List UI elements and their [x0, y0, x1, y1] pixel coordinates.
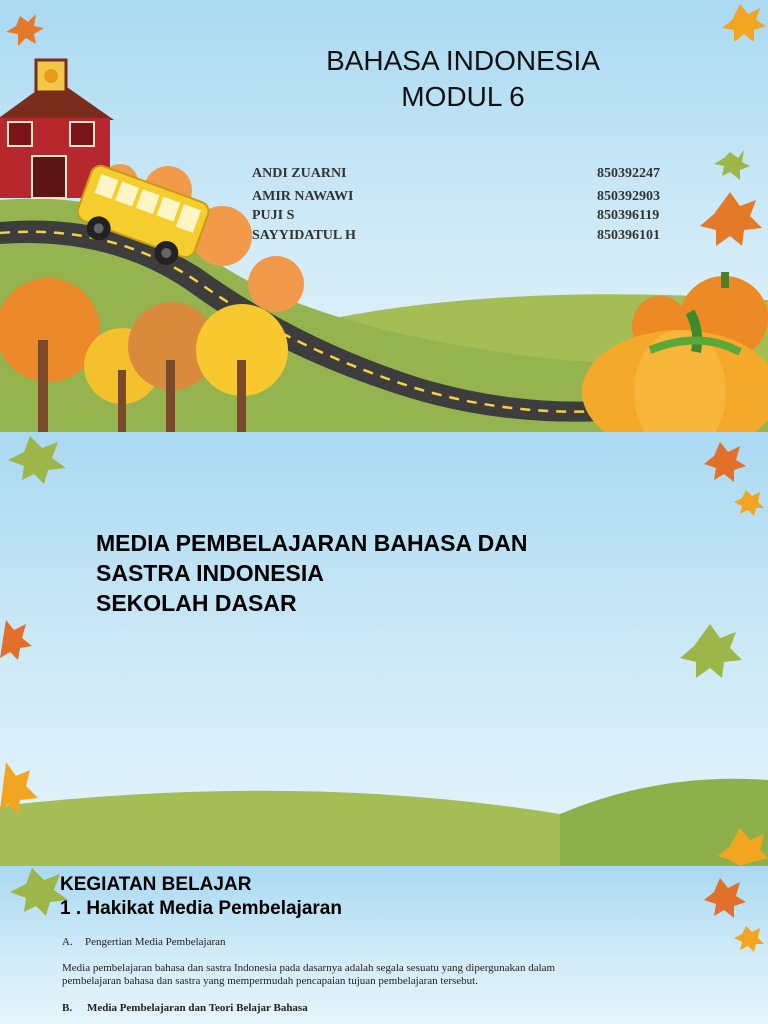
maple-leaf-icon [8, 436, 66, 484]
member-name: PUJI S [252, 208, 295, 223]
topic-title-line: MEDIA PEMBELAJARAN BAHASA DAN [96, 530, 528, 556]
maple-leaf-icon [704, 878, 746, 918]
topic-title-line: SASTRA INDONESIA [96, 560, 324, 586]
title-slide [0, 0, 768, 432]
member-nim: 850396101 [597, 228, 660, 243]
topic-title-line: SEKOLAH DASAR [96, 590, 297, 616]
maple-leaf-icon [734, 926, 764, 952]
maple-leaf-icon [704, 442, 746, 482]
paragraph-line: pembelajaran bahasa dan sastra yang mempermudah pencapaian tujuan pembelajaran tersebut. [62, 975, 478, 987]
list-marker: B. [62, 1002, 73, 1014]
maple-leaf-icon [734, 490, 764, 516]
member-name: ANDI ZUARNI [252, 166, 347, 181]
list-item-label: Pengertian Media Pembelajaran [85, 936, 226, 948]
maple-leaf-icon [700, 192, 762, 246]
member-nim: 850392903 [597, 189, 660, 204]
list-item-label: Media Pembelajaran dan Teori Belajar Bahasa [87, 1002, 308, 1014]
paragraph-line: Media pembelajaran bahasa dan sastra Indonesia pada dasarnya adalah segala sesuatu yang dipergunakan dalam [62, 962, 556, 974]
member-nim: 850396119 [597, 208, 660, 223]
topic-slide [0, 432, 768, 866]
maple-leaf-icon [722, 4, 766, 42]
module-title: BAHASA INDONESIA [326, 45, 600, 76]
member-nim: 850392247 [597, 166, 660, 181]
meadow-illustration [0, 432, 768, 866]
list-marker: A. [62, 936, 73, 948]
maple-leaf-icon [0, 620, 32, 660]
section-heading: 1 . Hakikat Media Pembelajaran [60, 898, 342, 919]
topic-title [96, 528, 527, 618]
activity-heading: KEGIATAN BELAJAR [60, 874, 252, 895]
maple-leaf-icon [714, 150, 750, 180]
maple-leaf-icon [6, 14, 44, 46]
content-slide [0, 866, 768, 1024]
maple-leaf-icon [680, 624, 742, 678]
module-subtitle: MODUL 6 [401, 81, 525, 112]
member-name: SAYYIDATUL H [252, 228, 356, 243]
member-name: AMIR NAWAWI [252, 189, 354, 204]
